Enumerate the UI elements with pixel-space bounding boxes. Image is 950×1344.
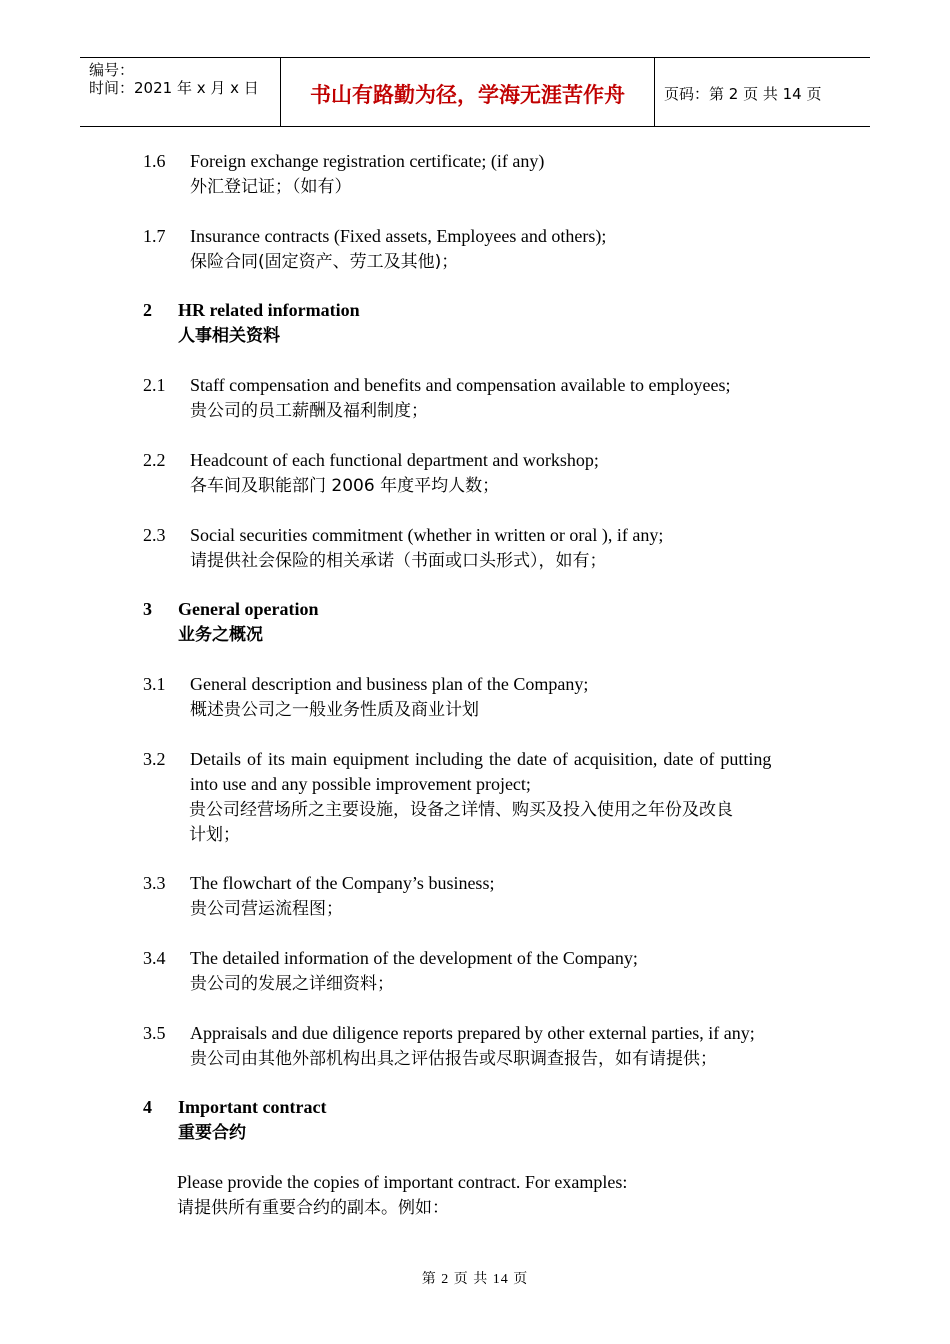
- item-english: Staff compensation and benefits and compensation available to employees;: [190, 375, 731, 395]
- section-title-chinese: 重要合约: [178, 1123, 246, 1143]
- item-number: 1.6: [143, 151, 166, 171]
- item-chinese-line-2: 计划；: [189, 825, 240, 845]
- item-chinese: 外汇登记证；（如有）: [190, 177, 352, 197]
- header-time-label: 时间：2021 年 x 月 x 日: [89, 79, 259, 97]
- item-number: 1.7: [143, 226, 166, 246]
- item-english: Insurance contracts (Fixed assets, Employees and others);: [190, 226, 607, 246]
- section-number: 4: [143, 1097, 152, 1117]
- page-footer: 第 2 页 共 14 页: [421, 1272, 529, 1287]
- item-chinese-line-1: 贵公司经营场所之主要设施，设备之详情、购买及投入使用之年份及改良: [189, 800, 733, 820]
- item-chinese: 贵公司的员工薪酬及福利制度；: [190, 401, 428, 421]
- item-number: 3.3: [143, 873, 166, 893]
- item-english: The flowchart of the Company’s business;: [190, 873, 495, 893]
- item-chinese: 贵公司由其他外部机构出具之评估报告或尽职调查报告，如有请提供；: [190, 1049, 717, 1069]
- item-number: 2.1: [143, 375, 166, 395]
- item-english: The detailed information of the development of the Company;: [190, 948, 638, 968]
- item-chinese: 请提供社会保险的相关承诺（书面或口头形式），如有；: [190, 551, 607, 571]
- item-chinese: 保险合同(固定资产、劳工及其他)；: [190, 252, 459, 272]
- item-chinese: 概述贵公司之一般业务性质及商业计划: [190, 700, 479, 720]
- header-page-label: 页码：第 2 页 共 14 页: [664, 84, 822, 103]
- item-chinese: 贵公司营运流程图；: [190, 899, 343, 919]
- item-chinese: 各车间及职能部门 2006 年度平均人数；: [190, 476, 500, 496]
- item-english: Headcount of each functional department and workshop;: [190, 450, 599, 470]
- item-number: 3.4: [143, 948, 166, 968]
- item-english: General description and business plan of the Company;: [190, 674, 589, 694]
- header-meta: [80, 58, 281, 126]
- header-number-label: 编号：: [89, 61, 135, 79]
- item-number: 3.5: [143, 1023, 166, 1043]
- item-english: Appraisals and due diligence reports prepared by other external parties, if any;: [190, 1023, 755, 1043]
- item-number: 2.3: [143, 525, 166, 545]
- section-title-chinese: 人事相关资料: [178, 326, 280, 346]
- section-number: 3: [143, 599, 152, 619]
- page-header: [80, 57, 870, 127]
- section-number: 2: [143, 300, 152, 320]
- section-title-english: General operation: [178, 599, 319, 619]
- header-motto: 书山有路勤为径，学海无涯苦作舟: [281, 58, 655, 126]
- item-english-line-1: Details of its main equipment including the date of acquisition, date of putting: [190, 749, 772, 769]
- item-english-line-2: into use and any possible improvement project;: [190, 774, 531, 794]
- item-number: 3.2: [143, 749, 166, 769]
- paragraph-english: Please provide the copies of important contract. For examples:: [177, 1172, 628, 1192]
- item-chinese: 贵公司的发展之详细资料；: [190, 974, 394, 994]
- paragraph-chinese: 请提供所有重要合约的副本。例如：: [177, 1198, 449, 1218]
- section-title-english: HR related information: [178, 300, 360, 320]
- item-number: 2.2: [143, 450, 166, 470]
- item-english: Social securities commitment (whether in written or oral ), if any;: [190, 525, 664, 545]
- section-title-english: Important contract: [178, 1097, 327, 1117]
- item-number: 3.1: [143, 674, 166, 694]
- section-title-chinese: 业务之概况: [178, 625, 263, 645]
- item-english: Foreign exchange registration certificate; (if any): [190, 151, 545, 171]
